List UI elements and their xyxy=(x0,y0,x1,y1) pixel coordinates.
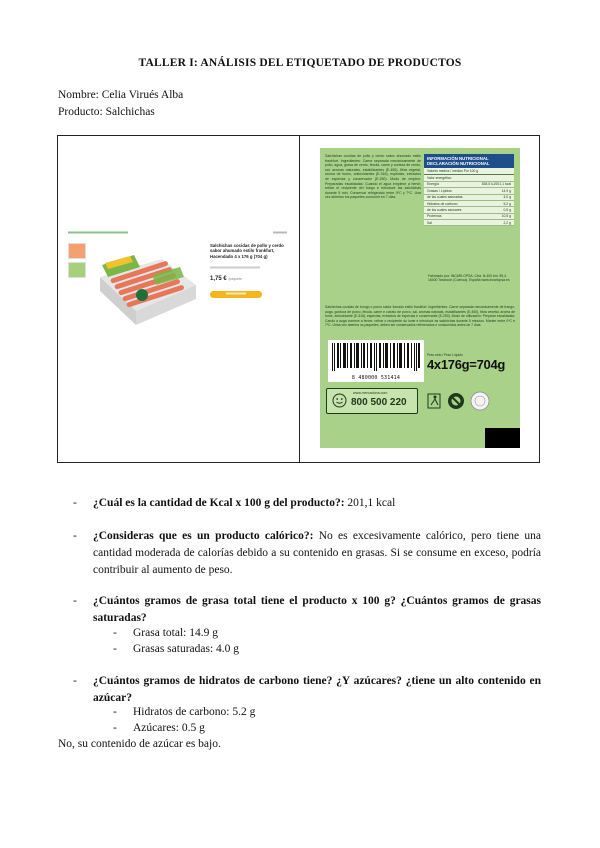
nutrition-heading xyxy=(424,154,514,168)
sub-dash: - xyxy=(113,627,117,639)
net-weight-label: Peso neto / Peso Líquido xyxy=(427,353,463,357)
price-value: 1,75 € xyxy=(210,276,227,282)
nutrition-row: Hidratos de carbono 5,2 g xyxy=(424,201,514,207)
price-unit: /paquete xyxy=(228,277,242,281)
shop-product-screenshot xyxy=(66,231,291,361)
tidyman-icon xyxy=(428,394,440,408)
label-ingredients-text: Salchichas cocidas de pollo y cerdo sabor ahumado estilo frankfurt. Ingredientes: Carne separada mecánicamente de pollo, agua, grasa de cerdo, fécula, carne y corteza de cerdo, sal, aromas naturales, estabilizantes (E-450), fibra vegetal, aroma de humo, antioxidantes (E-316), especias, extractos de especias y conservador (E-250). Modo de empleo: Preparadas escaldadas: Cuando el agua empiece a hervir, retirar el recipiente del fuego e introducir las salchichas durante 5 min. Conservar refrigerado entre 0ºC y 7ºC. Una vez abiertos los paquetes consumir en 7 días. xyxy=(325,154,421,200)
carb-item-text: Azúcares: 0.5 g xyxy=(133,722,205,734)
nutrition-row: Sal 2,2 g xyxy=(424,220,514,226)
conclusion-text: No, su contenido de azúcar es bajo. xyxy=(58,738,221,750)
sausage-pack-image xyxy=(92,245,202,335)
shop-product-meta xyxy=(210,266,260,270)
net-weight-value: 4x176g=704g xyxy=(427,357,506,372)
label-photo xyxy=(320,148,520,448)
barcode-number: 8 480000 531414 xyxy=(351,375,401,381)
qa-question: ¿Cuántos gramos de grasa total tiene el producto x 100 g? ¿Cuántos gramos de grasas saturadas? xyxy=(93,595,541,624)
breadcrumb-placeholder-icon xyxy=(68,231,128,234)
list-dash: - xyxy=(73,675,77,687)
qa-body xyxy=(93,495,541,512)
qa-answer: 201,1 kcal xyxy=(344,497,396,509)
website-text: www.mercadona.com xyxy=(353,391,388,395)
fat-item-text: Grasa total: 14.9 g xyxy=(133,627,218,639)
nutrition-row: Valor energético xyxy=(424,175,514,181)
qa-question: ¿Cuántos gramos de hidratos de carbono tiene? ¿Y azúcares? ¿tiene un alto contenido en azúcar? xyxy=(93,675,541,704)
button-text-placeholder-icon xyxy=(226,292,246,295)
images-table xyxy=(57,135,540,463)
shop-breadcrumb-right xyxy=(273,231,287,235)
qa-body xyxy=(93,528,541,579)
qa-question: ¿Cuál es la cantidad de Kcal x 100 g del producto?: xyxy=(93,497,345,509)
nutrition-row: Proteínas 10,5 g xyxy=(424,214,514,220)
nutrition-heading-2: DECLARACIÓN NUTRICIONAL xyxy=(427,161,490,167)
list-dash: - xyxy=(73,497,77,509)
certification-seal-icon xyxy=(471,392,489,410)
net-weight xyxy=(427,353,517,372)
nutrition-table xyxy=(424,154,514,226)
recycle-icon xyxy=(448,393,464,409)
document-title: TALLER I: ANÁLISIS DEL ETIQUETADO DE PRODUCTOS xyxy=(138,57,462,69)
qa-body xyxy=(93,673,541,707)
nutrition-row: Energía 835,5 kJ/201,1 kcal xyxy=(424,182,514,188)
shop-product-price xyxy=(210,276,242,282)
label-galician-text: Salchichas cocidas de trongo o porco sabor fumado estilo frankfurt. Ingredientes: Carne separada mecanicamente de frango, auga, gordura de porco, fécula, carne e coirato de porco, sal, aromas naturais, estabilizantes (E-450), fibra vexetal, aroma de fume, antioxidante (E-316), especias, extractos de especias e conservante (E-250). Modo de utilización: Preparar escaldadas: Cando a auga comece a ferver, retirar o recipiente do lume e introducir as salchichas durante 5 minutos. Manter entre 0ºC e 7ºC. Unha vez abertos os paquetes, deben ser conservados refrixerados e consumidos antes de 7 días. xyxy=(325,305,515,327)
list-dash: - xyxy=(73,595,77,607)
add-to-cart-button xyxy=(210,291,262,298)
qa-body xyxy=(93,593,541,627)
recycling-symbols xyxy=(426,390,516,412)
product-thumbnails xyxy=(68,243,86,281)
list-dash: - xyxy=(73,530,77,542)
customer-face-icon xyxy=(332,393,347,408)
barcode-icon xyxy=(332,343,420,371)
qa-question: ¿Consideras que es un producto calórico?: xyxy=(93,530,314,542)
sub-dash: - xyxy=(113,722,117,734)
carb-item-text: Hidratos de carbono: 5.2 g xyxy=(133,706,256,718)
shop-product-name: Salchichas cocidas de pollo y cerdo sabor ahumado estilo frankfurt, Hacendado 4 x 176 g (704 g) xyxy=(210,243,284,259)
barcode xyxy=(328,340,424,382)
nutrition-row: Grasas / Lípidos 14,9 g xyxy=(424,188,514,194)
phone-number: 800 500 220 xyxy=(351,397,407,408)
fat-item-text: Grasas saturadas: 4.0 g xyxy=(133,643,240,655)
qa-answer: No es excesivamente calórico, pero tiene una cantidad moderada de calorías debido a su contenido en grasas. Si se consume en exceso, podría contribuir al aumento de peso. xyxy=(93,530,541,576)
nutrition-row: de las cuales saturadas 4,0 g xyxy=(424,195,514,201)
breadcrumb-right-placeholder-icon xyxy=(273,231,287,234)
customer-service-box xyxy=(326,388,418,414)
thumbnail-1 xyxy=(68,243,86,259)
student-name: Nombre: Celia Virués Alba xyxy=(58,89,184,101)
table-divider xyxy=(299,136,300,462)
sub-dash: - xyxy=(113,643,117,655)
producer-info: Fabricado por: INCARLOPSA. Ctra. N-400 km. 95,4 16400 Tarancón (Cuenca). España www.incarlopsa.es xyxy=(428,274,510,283)
sub-dash: - xyxy=(113,706,117,718)
redacted-block xyxy=(485,428,520,448)
thumbnail-2 xyxy=(68,262,86,278)
product-name-line: Producto: Salchichas xyxy=(58,106,155,118)
nutrition-heading-1: INFORMACIÓN NUTRICIONAL xyxy=(427,156,489,161)
nutrition-subheading: Valores medios / medios Por 100 g xyxy=(424,168,514,175)
meta-placeholder-icon xyxy=(210,266,260,269)
shop-breadcrumb xyxy=(68,231,128,235)
nutrition-row: de los cuales azúcares 0,5 g xyxy=(424,207,514,213)
